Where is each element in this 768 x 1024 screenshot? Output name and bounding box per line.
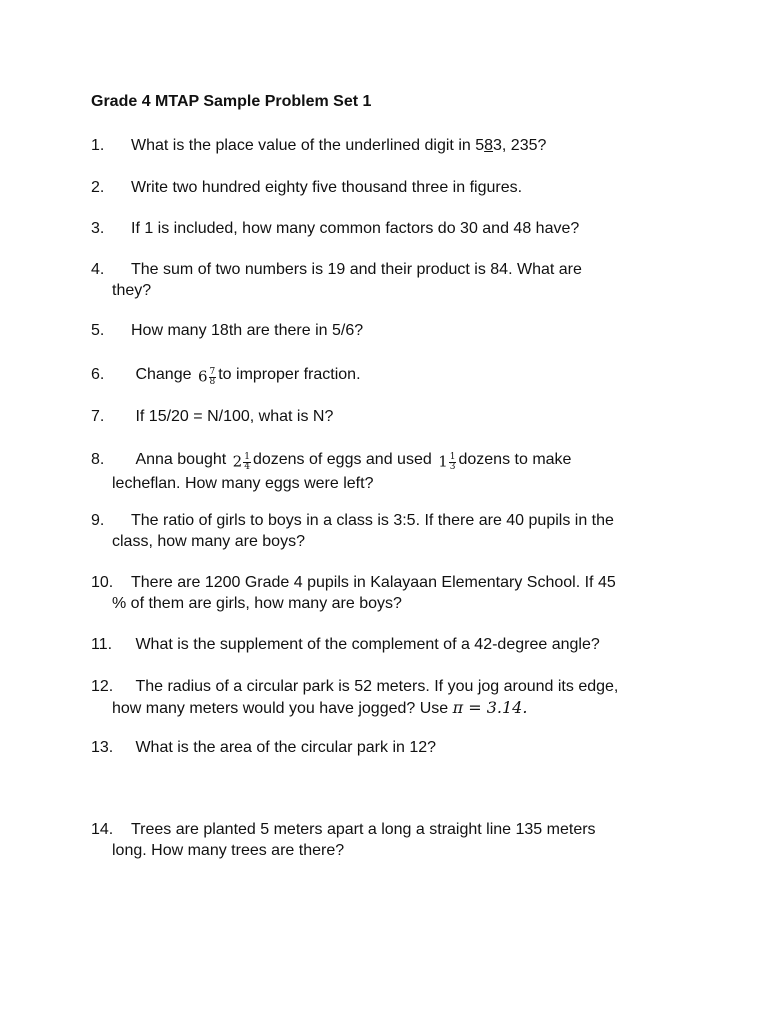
question-text-mid: dozens of eggs and used: [252, 451, 432, 468]
question-text-continued: lecheflan. How many eggs were left?: [112, 474, 374, 492]
question-text-continued: how many meters would you have jogged? Use π = 3.14.: [112, 698, 528, 717]
question-8: [91, 449, 691, 494]
question-9: [91, 510, 691, 552]
mixed-fraction-2: 1 $\frac{1}{3}$: [438, 451, 456, 472]
question-text: If 1 is included, how many common factors do 30 and 48 have?: [131, 220, 580, 237]
underlined-digit: 8: [484, 137, 494, 154]
question-number: 5.: [91, 322, 105, 339]
question-2: [91, 177, 691, 198]
question-text: What is the area of the circular park in 12?: [135, 739, 437, 756]
question-text-end: 3, 235?: [493, 137, 547, 154]
question-11: [91, 634, 691, 655]
question-3: [91, 218, 691, 239]
pi-expression: π = 3.14.: [452, 698, 528, 717]
question-number: 8.: [91, 451, 105, 468]
question-text: The radius of a circular park is 52 meters. If you jog around its edge,: [135, 678, 619, 695]
question-text-end: dozens to make: [458, 451, 572, 468]
question-text: Change: [135, 366, 192, 383]
question-number: 1.: [91, 137, 105, 154]
question-6: [91, 364, 691, 388]
question-14: [91, 819, 691, 861]
question-text: If 15/20 = N/100, what is N?: [135, 408, 334, 425]
question-text: The ratio of girls to boys in a class is 3:5. If there are 40 pupils in the: [131, 512, 614, 529]
question-text-continued: % of them are girls, how many are boys?: [112, 595, 402, 612]
question-text: What is the place value of the underlined digit in 5: [131, 137, 485, 154]
question-number: 7.: [91, 408, 105, 425]
question-number: 14.: [91, 821, 114, 838]
question-number: 3.: [91, 220, 105, 237]
question-text: Trees are planted 5 meters apart a long a straight line 135 meters: [131, 821, 596, 838]
question-number: 4.: [91, 261, 105, 278]
question-12: [91, 676, 691, 719]
question-number: 13.: [91, 739, 114, 756]
question-7: [91, 406, 691, 427]
question-text: There are 1200 Grade 4 pupils in Kalayaan Elementary School. If 45: [131, 574, 616, 591]
question-number: 11.: [91, 636, 113, 653]
question-text-continued: they?: [112, 282, 152, 299]
question-5: [91, 320, 691, 341]
question-number: 10.: [91, 574, 114, 591]
question-text: Write two hundred eighty five thousand three in figures.: [131, 179, 523, 196]
worksheet-title: Grade 4 MTAP Sample Problem Set 1: [91, 93, 372, 110]
question-1: [91, 135, 691, 156]
question-number: 6.: [91, 366, 105, 383]
question-10: [91, 572, 691, 614]
question-number: 2.: [91, 179, 105, 196]
question-text-continued: class, how many are boys?: [112, 533, 305, 550]
question-text: The sum of two numbers is 19 and their product is 84. What are: [131, 261, 582, 278]
mixed-fraction-1: 2 $\frac{1}{4}$: [232, 451, 250, 472]
question-4: [91, 259, 691, 301]
question-number: 12.: [91, 678, 114, 695]
question-text-continued: long. How many trees are there?: [112, 842, 345, 859]
question-text: How many 18th are there in 5/6?: [131, 322, 364, 339]
mixed-fraction: 6 $\frac{7}{8}$: [197, 366, 216, 387]
question-number: 9.: [91, 512, 105, 529]
question-text: What is the supplement of the complement of a 42-degree angle?: [135, 636, 600, 653]
question-13: [91, 737, 691, 758]
question-text: Anna bought: [135, 451, 227, 468]
question-text-end: to improper fraction.: [218, 366, 361, 383]
